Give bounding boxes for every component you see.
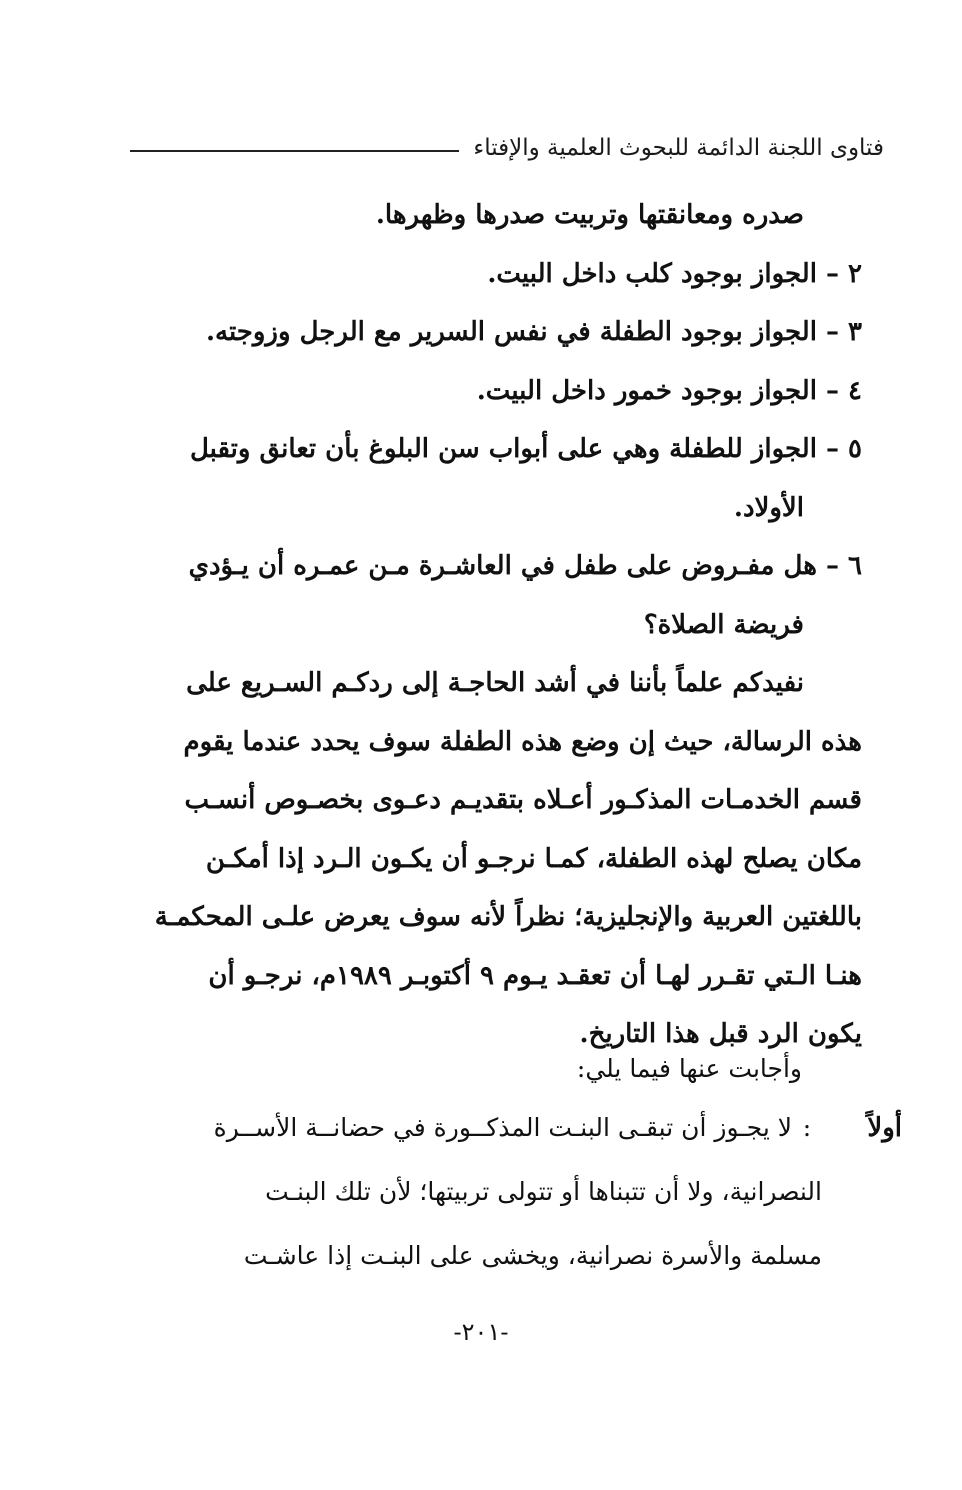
text-line: الأولاد.: [733, 492, 804, 523]
header-rule: [130, 150, 459, 152]
answer-colon: :: [802, 1113, 812, 1142]
text-line: هنـا الـتي تقـرر لهـا أن تعقـد يـوم ٩ أكتوبـر ١٩٨٩م، نرجـو أن: [208, 960, 862, 991]
text-line: ٤ – الجواز بوجود خمور داخل البيت.: [476, 375, 862, 406]
answer-first-line: [140, 1096, 902, 1160]
answer-intro: وأجابت عنها فيما يلي:: [576, 1054, 802, 1083]
page-number: -٢٠١-: [453, 1318, 509, 1346]
answer-text: مسلمة والأسرة نصرانية، ويخشى على البنـت إذا عاشـت: [243, 1241, 822, 1270]
header-title: فتاوى اللجنة الدائمة للبحوث العلمية والإفتاء: [473, 135, 884, 161]
answer-text: النصرانية، ولا أن تتبناها أو تتولى تربيتها؛ لأن تلك البنـت: [265, 1177, 822, 1206]
body-text: [140, 186, 862, 1064]
text-line: باللغتين العربية والإنجليزية؛ نظراً لأنه سوف يعرض علـى المحكمـة: [154, 902, 862, 932]
running-header: [130, 128, 884, 168]
answer-label: أولاً: [867, 1113, 902, 1143]
text-line: مكان يصلح لهذه الطفلة، كمـا نرجـو أن يكـون الـرد إذا أمكـن: [205, 843, 862, 874]
text-line: ٣ – الجواز بوجود الطفلة في نفس السرير مع الرجل وزوجته.: [205, 317, 862, 347]
text-line: صدره ومعانقتها وتربيت صدرها وظهرها.: [375, 200, 804, 230]
text-line: قسم الخدمـات المذكـور أعـلاه بتقديـم دعـوى بخصـوص أنسـب: [184, 785, 862, 815]
answer-block: [140, 1096, 902, 1288]
text-line: ٥ – الجواز للطفلة وهي على أبواب سن البلوغ بأن تعانق وتقبل: [189, 434, 862, 464]
text-line: فريضة الصلاة؟: [643, 609, 804, 640]
text-line: ٦ – هل مفـروض على طفل في العاشـرة مـن عمـره أن يـؤدي: [188, 551, 862, 581]
text-line: هذه الرسالة، حيث إن وضع هذه الطفلة سوف يحدد عندما يقوم: [183, 726, 862, 757]
answer-text: لا يجـوز أن تبقـى البنـت المذكــورة في حضانــة الأســرة: [213, 1113, 792, 1142]
text-line: يكون الرد قبل هذا التاريخ.: [579, 1019, 862, 1049]
text-line: نفيدكم علماً بأننا في أشد الحاجـة إلى ردكـم السـريع على: [186, 668, 804, 698]
text-line: ٢ – الجواز بوجود كلب داخل البيت.: [487, 258, 862, 289]
